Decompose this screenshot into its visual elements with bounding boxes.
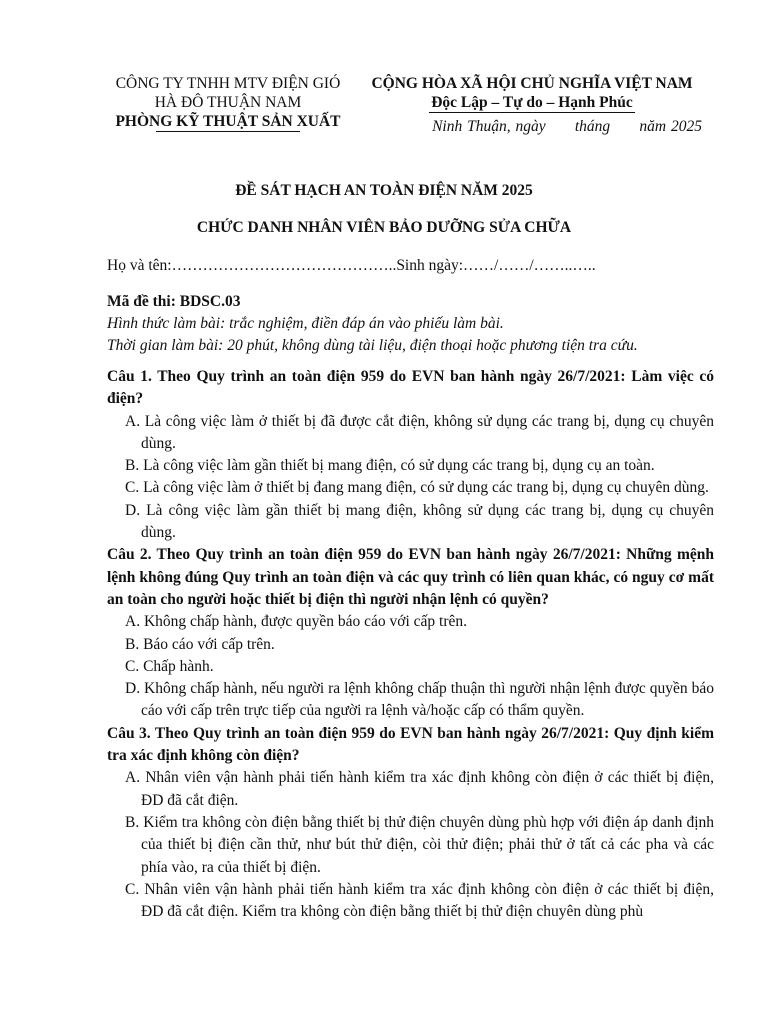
option-c: C. Là công việc làm ở thiết bị đang mang điện, có sử dụng các trang bị, dụng cụ chuyên dùng.	[125, 479, 709, 497]
exam-subtitle: CHỨC DANH NHÂN VIÊN BẢO DƯỠNG SỬA CHỮA	[196, 219, 572, 236]
national-motto: Độc Lập – Tự do – Hạnh Phúc	[431, 94, 633, 111]
exam-meta	[107, 291, 717, 357]
department-underline	[156, 131, 300, 132]
time-note: Thời gian làm bài: 20 phút, không dùng tài liệu, điện thoại hoặc phương tiện tra cứu.	[107, 337, 638, 354]
format-note: Hình thức làm bài: trắc nghiệm, điền đáp án vào phiếu làm bài.	[107, 315, 504, 332]
question-list	[107, 366, 714, 923]
option-b: B. Báo cáo với cấp trên.	[125, 635, 275, 653]
question-2	[107, 544, 714, 722]
question-3	[107, 723, 714, 924]
option-b: B. Là công việc làm gần thiết bị mang điện, có sử dụng các trang bị, dụng cụ an toàn.	[125, 457, 655, 475]
national-title: CỘNG HÒA XÃ HỘI CHỦ NGHĨA VIỆT NAM	[371, 75, 693, 92]
option-a: A. Không chấp hành, được quyền báo cáo với cấp trên.	[125, 613, 468, 631]
company-name-line2: HÀ ĐÔ THUẬN NAM	[154, 94, 302, 111]
option-a: A. Nhân viên vận hành phải tiến hành kiểm tra xác định không còn điện ở các thiết bị điện, ĐD đã cắt điện.	[125, 769, 714, 809]
option-b: B. Kiểm tra không còn điện bằng thiết bị thử điện chuyên dùng phù hợp với điện áp danh định của thiết bị điện cần thử, như bút thử điện, còi thử điện; phải thử ở tất cả các pha và các phía vào, ra của thiết bị điện.	[125, 813, 714, 876]
department-name: PHÒNG KỸ THUẬT SẢN XUẤT	[115, 113, 341, 130]
option-d: D. Là công việc làm gần thiết bị mang điện, không sử dụng các trang bị, dụng cụ chuyên dùng.	[125, 501, 714, 542]
company-name-line1: CÔNG TY TNHH MTV ĐIỆN GIÓ	[115, 75, 341, 92]
option-d: D. Không chấp hành, nếu người ra lệnh không chấp thuận thì người nhận lệnh được quyền báo cáo với cấp trên trực tiếp của người ra lệnh và/hoặc cấp có thẩm quyền.	[125, 680, 714, 720]
option-a: A. Là công việc làm ở thiết bị đã được cắt điện, không sử dụng các trang bị, dụng cụ chuyên dùng.	[125, 412, 714, 452]
question-text: Câu 1. Theo Quy trình an toàn điện 959 do EVN ban hành ngày 26/7/2021: Làm việc có điện?	[107, 368, 714, 408]
question-1	[107, 366, 714, 544]
question-text: Câu 2. Theo Quy trình an toàn điện 959 do EVN ban hành ngày 26/7/2021: Những mệnh lệnh không đúng Quy trình an toàn điện và các quy trình có liên quan khác, có nguy cơ mất an toàn cho người hoặc thiết bị điện thì người nhận lệnh có quyền?	[107, 546, 714, 608]
option-c: C. Chấp hành.	[125, 657, 214, 675]
company-header	[100, 74, 356, 132]
exam-code: Mã đề thi: BDSC.03	[107, 293, 241, 310]
national-header	[356, 74, 708, 136]
motto-underline	[429, 112, 635, 113]
exam-title: ĐỀ SÁT HẠCH AN TOÀN ĐIỆN NĂM 2025	[235, 182, 533, 199]
question-text: Câu 3. Theo Quy trình an toàn điện 959 do EVN ban hành ngày 26/7/2021: Quy định kiểm tra xác định không còn điện?	[107, 724, 714, 765]
date-line: Ninh Thuận, ngày tháng năm 2025	[432, 118, 702, 135]
candidate-info-line: Họ và tên:……………………………………..Sinh ngày:……/……/……..…..	[107, 257, 596, 274]
option-c: C. Nhân viên vận hành phải tiến hành kiểm tra xác định không còn điện ở các thiết bị điện, ĐD đã cắt điện. Kiểm tra không còn điện bằng thiết bị thử điện chuyên dùng phù	[125, 880, 714, 921]
